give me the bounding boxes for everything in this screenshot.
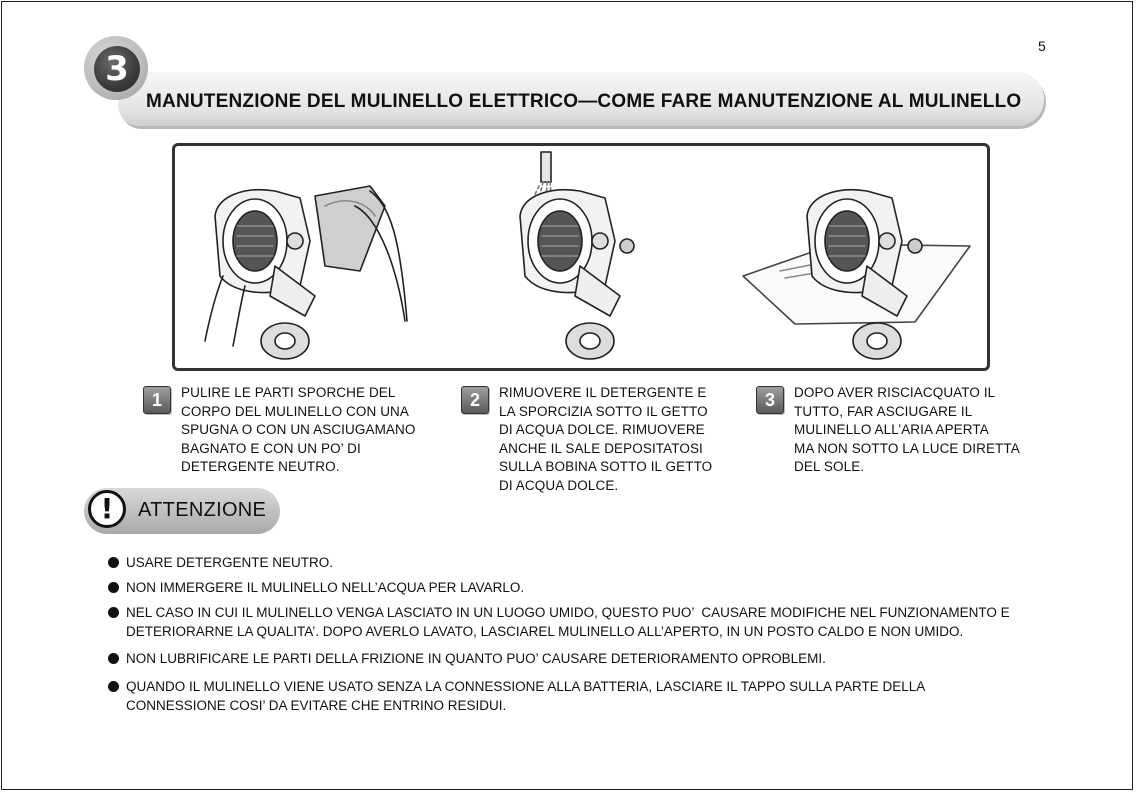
bullet-icon	[108, 681, 119, 692]
reel-maintenance-illustration	[175, 146, 987, 368]
warning-item-text: NON LUBRIFICARE LE PARTI DELLA FRIZIONE IN QUANTO PUO’ CAUSARE DETERIORAMENTO OPROBLEMI.	[126, 651, 826, 666]
section-title: MANUTENZIONE DEL MULINELLO ELETTRICO—COME FARE MANUTENZIONE AL MULINELLO	[146, 91, 1022, 112]
warning-item	[108, 677, 926, 734]
warning-item-text: NON IMMERGERE IL MULINELLO NELL’ACQUA PER LAVARLO.	[126, 580, 525, 595]
bullet-icon	[108, 582, 119, 593]
bullet-icon	[108, 557, 119, 568]
section-number: 3	[94, 46, 140, 92]
step-number-badge: 3	[756, 386, 784, 414]
bullet-icon	[108, 653, 119, 664]
warning-label: ATTENZIONE	[138, 499, 267, 521]
reel-drying-illustration	[743, 190, 970, 359]
step-number-badge: 1	[143, 386, 171, 414]
illustration-panel	[172, 143, 990, 371]
warning-item-text: USARE DETERGENTE NEUTRO.	[126, 555, 334, 570]
step-text: RIMUOVERE IL DETERGENTE E LA SPORCIZIA SOTTO IL GETTO DI ACQUA DOLCE. RIMUOVERE ANCHE IL SALE DEPOSITATOSI SULLA BOBINA SOTTO IL GETTO DI ACQUA DOLCE.	[499, 385, 713, 493]
warning-item-text: QUANDO IL MULINELLO VIENE USATO SENZA LA CONNESSIONE ALLA BATTERIA, LASCIARE IL TAPPO SULLA PARTE DELLA CONNESSIONE COSI’ DA EVITARE CHE ENTRINO RESIDUI.	[126, 679, 926, 713]
step-number-badge: 2	[461, 386, 489, 414]
bullet-icon	[108, 607, 119, 618]
step-text: DOPO AVER RISCIACQUATO IL TUTTO, FAR ASCIUGARE IL MULINELLO ALL’ARIA APERTA MA NON SOTTO LA LUCE DIRETTA DEL SOLE.	[794, 385, 1020, 475]
step-text: PULIRE LE PARTI SPORCHE DEL CORPO DEL MULINELLO CON UNA SPUGNA O CON UN ASCIUGAMANO BAGNATO E CON UN PO’ DI DETERGENTE NEUTRO.	[181, 385, 416, 475]
section-number-badge	[84, 36, 148, 100]
reel-cleaning-illustration	[205, 186, 407, 359]
warning-item-text: NEL CASO IN CUI IL MULINELLO VENGA LASCIATO IN UN LUOGO UMIDO, QUESTO PUO’ CAUSARE MODIFICHE NEL FUNZIONAMENTO E DETERIORARNE LA QUALITA’. DOPO AVERLO LAVATO, LASCIAREL MULINELLO ALL’APERTO, IN UN POSTO CALDO E NON UMIDO.	[126, 605, 1010, 639]
reel-rinsing-illustration	[520, 152, 634, 359]
exclamation-icon: !	[88, 490, 126, 528]
page-number: 5	[1038, 38, 1046, 54]
